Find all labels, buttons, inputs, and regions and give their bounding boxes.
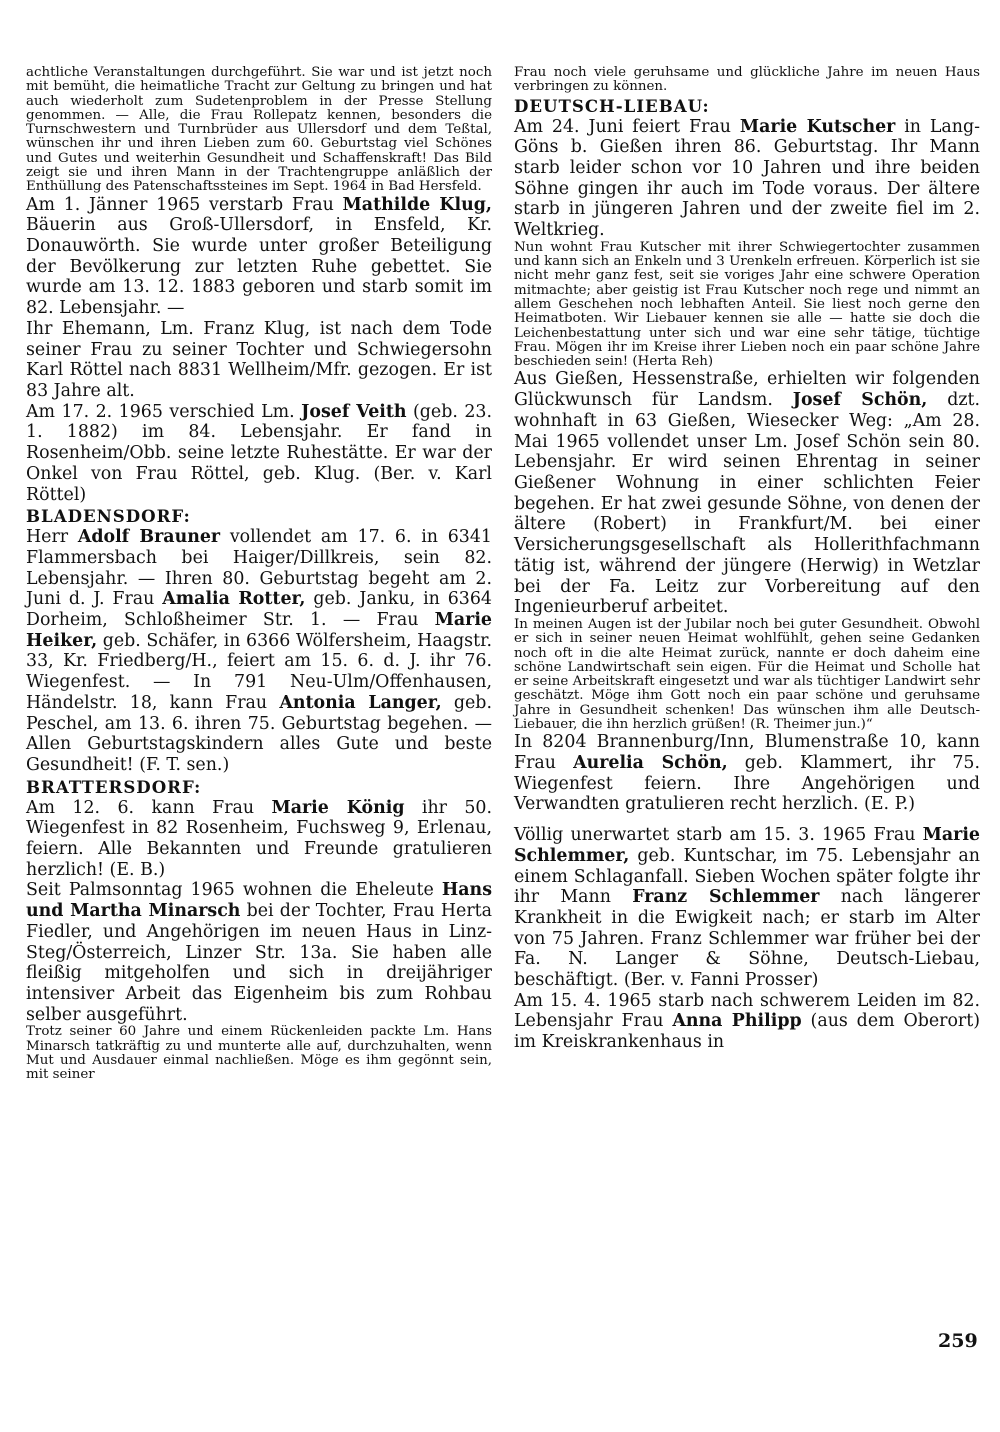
paragraph-marie-koenig: Am 12. 6. kann Frau Marie König ihr 50. Wiegenfest in 82 Rosenheim, Fuchsweg 9, Erlenau, feiern. Alle Bekannten und Freunde gratulieren herzlich! (E. B.) <box>26 797 492 880</box>
person-name: Hans und Martha Minarsch <box>26 880 492 922</box>
person-name: Franz Schlemmer <box>632 887 820 908</box>
paragraph-schlemmer: Völlig unerwartet starb am 15. 3. 1965 Frau Marie Schlemmer, geb. Kuntschar, im 75. Lebensjahr an einem Schlaganfall. Sieben Wochen später folgte ihr ihr Mann Franz Schlemmer nach längerer Krankheit in die Ewigkeit nach; er starb im Alter von 75 Jahren. Franz Schlemmer war früher bei der Fa. N. Langer & Söhne, Deutsch-Liebau, beschäftigt. (Ber. v. Fanni Prosser) <box>514 825 980 991</box>
paragraph-marie-kutscher: Am 24. Juni feiert Frau Marie Kutscher in Lang-Göns b. Gießen ihren 86. Geburtstag. Ihr Mann starb leider schon vor 10 Jahren und ihre beiden Söhne gingen ihr auch im Tode voraus. Der ältere starb in jüngeren Jahren und der zweite fiel im 2. Weltkrieg. <box>514 116 980 241</box>
paragraph-josef-schoen: Aus Gießen, Hessenstraße, erhielten wir folgenden Glückwunsch für Landsm. Josef Schön, dzt. wohnhaft in 63 Gießen, Wiesecker Weg: „Am 28. Mai 1965 vollendet unser Lm. Josef Schön sein 80. Lebensjahr. Er wird seinen Ehrentag in seiner Gießener Wohnung in einer schlichten Feier begehen. Er hat zwei gesunde Söhne, von denen der ältere (Robert) in Frankfurt/M. bei einer Versicherungsgesellschaft als Hollerithfachmann tätig ist, während der jüngere (Herwig) in Wetzlar bei der Fa. Leitz zur Vorbereitung auf den Ingenieurberuf arbeitet. <box>514 369 981 618</box>
paragraph-aurelia-schoen: In 8204 Brannenburg/Inn, Blumenstraße 10, kann Frau Aurelia Schön, geb. Klammert, ihr 75. Wiegenfest feiern. Ihre Angehörigen und Verwandten gratulieren recht herzlich. (E. P.) <box>514 732 980 815</box>
page-number: 259 <box>938 1330 978 1352</box>
person-name: Josef Schön, <box>792 390 928 411</box>
paragraph-minarsch-small: Trotz seiner 60 Jahre und einem Rückenleiden packte Lm. Hans Minarsch tatkräftig zu und munterte alle auf, durchzuhalten, wenn Mut und Ausdauer einmal nachließen. Möge es ihm gegönnt sein, mit seiner <box>26 1024 492 1083</box>
paragraph-anna-philipp: Am 15. 4. 1965 starb nach schwerem Leiden im 82. Lebensjahr Frau Anna Philipp (aus dem Oberort) im Kreiskrankenhaus in <box>514 990 981 1053</box>
section-heading-brattersdorf: BRATTERSDORF: <box>26 776 202 797</box>
person-name: Marie König <box>271 797 405 818</box>
paragraph-bladensdorf-birthdays: Herr Adolf Brauner vollendet am 17. 6. in 6341 Flammersbach bei Haiger/Dillkreis, sein 82. Lebensjahr. — Ihren 80. Geburtstag begeht am 2. Juni d. J. Frau Amalia Rotter, geb. Janku, in 6364 Dorheim, Schloßheimer Str. 1. — Frau Marie Heiker, geb. Schäfer, in 6366 Wölfersheim, Haagstr. 33, Kr. Friedberg/H., feiert am 15. 6. d. J. ihr 76. Wiegenfest. — In 791 Neu-Ulm/Offenhausen, Händelstr. 18, kann Frau Antonia Langer, geb. Peschel, am 13. 6. ihren 75. Geburtstag begehen. — Allen Geburtstagskindern alles Gute und beste Gesundheit! (F. T. sen.) <box>26 527 492 775</box>
person-name: Josef Veith <box>301 401 407 422</box>
paragraph-josef-veith: Am 17. 2. 1965 verschied Lm. Josef Veith (geb. 23. 1. 1882) im 84. Lebensjahr. Er fand in Rosenheim/Obb. seine letzte Ruhestätte. Er war der Onkel von Frau Röttel, geb. Klug. (Ber. v. Karl Röttel) <box>26 401 493 505</box>
person-name: Amalia Rotter, <box>162 589 306 610</box>
person-name: Aurelia Schön, <box>573 753 728 773</box>
paragraph-kutscher-small: Nun wohnt Frau Kutscher mit ihrer Schwiegertochter zusammen und kann sich an Enkeln und 3 Urenkeln erfreuen. Körperlich ist sie nicht mehr ganz fest, seit sie voriges Jahr eine schwere Operation mitmachte; aber geistig ist Frau Kutscher noch rege und nimmt an allem Geschehen noch lebhaften Anteil. Sie liest noch gerne den Heimatboten. Wir Liebauer kennen sie alle — hatte sie doch die Leichenbestattung unter sich und war eine sehr tätige, tüchtige Frau. Mögen ihr im Kreise ihrer Lieben noch ein paar schöne Jahre beschieden sein! (Herta Reh) <box>514 239 980 370</box>
paragraph-rollepatz-continued: achtliche Veranstaltungen durchgeführt. Sie war und ist jetzt noch mit bemüht, die heimatliche Tracht zur Geltung zu bringen und hat auch wiederholt zum Sudetenproblem in der Presse Stellung genommen. — Alle, die Frau Rollepatz kennen, besonders die Turnschwestern und Turnbrüder aus Ullersdorf und dem Teßtal, wünschen ihr und ihren Lieben zum 60. Geburtstag viel Schönes und Gutes und weiterhin Gesundheit und Schaffenskraft! Das Bild zeigt sie und ihren Mann in der Trachtengruppe anläßlich der Enthüllung des Patenschaftssteines im Sept. 1964 in Bad Hersfeld. <box>26 65 492 195</box>
person-name: Anna Philipp <box>672 1011 802 1032</box>
paragraph-schoen-small: In meinen Augen ist der Jubilar noch bei guter Gesundheit. Obwohl er sich in seiner neuen Heimat wohlfühlt, gehen seine Gedanken noch oft in die alte Heimat zurück, nannte er doch daheim eine schöne Landwirtschaft sein eigen. Für die Heimat und Scholle hat er seine Arbeitskraft eingesetzt und war als tüchtiger Landwirt sehr geschätzt. Möge ihm Gott noch ein paar schöne und geruhsame Jahre in Gesundheit schenken! Das wünschen ihm alle Deutsch-Liebauer, die ihn herzlich grüßen! (R. Theimer jun.)“ <box>514 616 980 732</box>
paragraph-mathilde-klug: Am 1. Jänner 1965 verstarb Frau Mathilde Klug, Bäuerin aus Groß-Ullersdorf, in Ensfeld, Kr. Donauwörth. Sie wurde unter großer Beteiligung der Bevölkerung zur letzten Ruhe gebettet. Sie wurde am 13. 12. 1883 geboren und starb somit im 82. Lebensjahr. — <box>26 194 492 319</box>
section-heading-deutsch-liebau: DEUTSCH-LIEBAU: <box>514 95 710 116</box>
paragraph-minarsch: Seit Palmsonntag 1965 wohnen die Eheleute Hans und Martha Minarsch bei der Tochter, Frau Herta Fiedler, und Angehörigen im neuen Haus in Linz-Steg/Österreich, Linzer Str. 13a. Sie haben alle fleißig mitgeholfen und sich in dreijähriger intensiver Arbeit das Eigenheim bis zum Rohbau selber ausgeführt. <box>26 880 492 1025</box>
person-name: Adolf Brauner <box>77 527 221 548</box>
person-name: Marie Heiker, <box>26 610 492 651</box>
person-name: Mathilde Klug, <box>342 194 492 215</box>
section-heading-bladensdorf: BLADENSDORF: <box>26 506 191 527</box>
person-name: Marie Kutscher <box>739 116 896 137</box>
paragraph-franz-klug: Ihr Ehemann, Lm. Franz Klug, ist nach dem Tode seiner Frau zu seiner Tochter und Schwiegersohn Karl Röttel nach 8831 Wellheim/Mfr. gezogen. Er ist 83 Jahre alt. <box>26 318 492 401</box>
person-name: Marie Schlemmer, <box>514 825 980 866</box>
left-column <box>26 66 492 1083</box>
right-column <box>514 66 980 1053</box>
paragraph-minarsch-continued: Frau noch viele geruhsame und glückliche Jahre im neuen Haus verbringen zu können. <box>514 65 980 95</box>
person-name: Antonia Langer, <box>279 692 442 713</box>
